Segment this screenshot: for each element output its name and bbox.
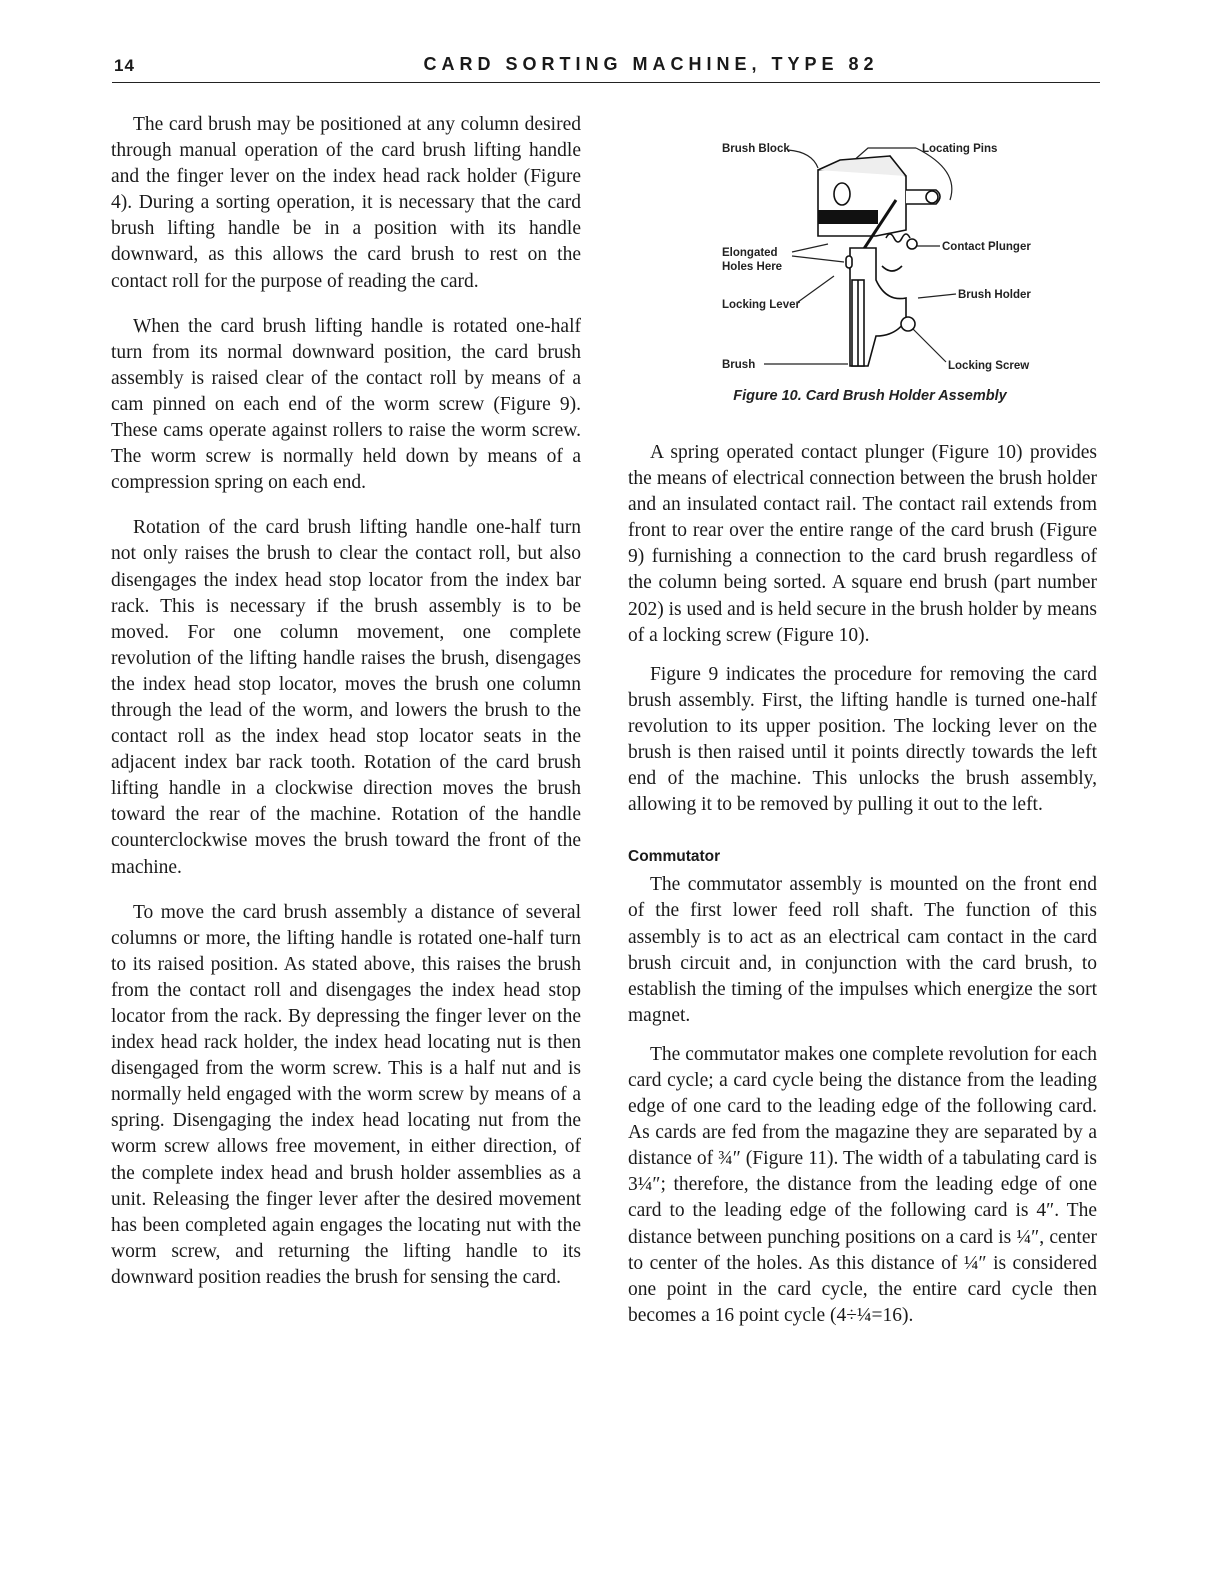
paragraph: The commutator makes one complete revolution for each card cycle; a card cycle being the distance from the leading edge of one card to the leading edge of the following card. As cards are fed from the magazine they are separated by a distance of ¾″ (Figure 11). The width of a tabulating card is 3¼″; therefore, the distance from the leading edge of one card to the leading edge of the following card is 4″. The distance between punching positions on a card is ¼″, center to center of the holes. As this distance of ¼″ is considered one point in the card cycle, the entire card cycle then becomes a 16 point cycle (4÷¼=16). [628, 1043, 1097, 1326]
paragraph: Rotation of the card brush lifting handle one-half turn not only raises the brush to clear the contact roll, but also disengages the index head stop locator from the index bar rack. This is necessary if the brush assembly is to be moved. For one column movement, one complete revolution of the lifting handle raises the brush, disengages the index head stop locator, moves the brush one column through the lead of the worm, and lowers the brush to the contact roll as the index head stop locator seats in the adjacent index bar rack tooth. Rotation of the card brush lifting handle in a clockwise direction moves the brush toward the rear of the machine. Rotation of the handle counterclockwise moves the brush toward the front of the machine. [111, 517, 581, 878]
paragraph: Figure 9 indicates the procedure for removing the card brush assembly. First, the lifting handle is turned one-half revolution to its upper position. The locking lever on the brush is then raised until it points directly towards the left end of the machine. This unlocks the brush assembly, allowing it to be removed by pulling it out to the left. [628, 663, 1097, 816]
figure-caption: Figure 10. Card Brush Holder Assembly [733, 388, 1007, 404]
figure-card-brush-holder [700, 130, 1040, 404]
leader-locking-screw [910, 326, 946, 362]
paragraph: A spring operated contact plunger (Figure 10) provides the means of electrical connection between the brush holder and an insulated contact rail. The contact rail extends from front to rear over the entire range of the card brush (Figure 9) furnishing a connection to the card brush regardless of the column being sorted. A square end brush (part number 202) is used and is held secure in the brush holder by means of a locking screw (Figure 10). [628, 442, 1097, 646]
running-title: CARD SORTING MACHINE, TYPE 82 [423, 54, 879, 74]
label-brush-block: Brush Block [722, 143, 790, 155]
label-elongated-holes-2: Holes Here [722, 261, 783, 273]
label-brush: Brush [722, 359, 756, 371]
label-locking-screw: Locking Screw [948, 360, 1030, 372]
label-locking-lever: Locking Lever [722, 299, 800, 311]
right-column [628, 440, 1097, 1342]
label-elongated-holes-1: Elongated [722, 247, 778, 259]
locking-screw-shape [901, 317, 915, 331]
paragraph: The commutator assembly is mounted on the front end of the first lower feed roll shaft. The function of this assembly is to act as an electrical cam contact in the card brush circuit and, in conjunction with the card brush, to establish the timing of the impulses which energize the sort magnet. [628, 874, 1097, 1026]
leader-brush-block [788, 150, 818, 168]
brush-block-hole [834, 183, 850, 205]
left-column [111, 112, 581, 1310]
leader-locking-lever [798, 276, 834, 302]
page-number: 14 [114, 56, 135, 75]
label-locating-pins: Locating Pins [922, 143, 998, 155]
paragraph: When the card brush lifting handle is rotated one-half turn from its normal downward position, the card brush assembly is raised clear of the contact roll by means of a cam pinned on each end of the worm screw (Figure 9). These cams operate against rollers to raise the worm screw. The worm screw is normally held down by means of a compression spring on each end. [111, 315, 581, 494]
paragraph: To move the card brush assembly a distance of several columns or more, the lifting handle is rotated one-half turn to its raised position. As stated above, this raises the brush from the contact roll and disengages the index head stop locator from the rack. By depressing the finger lever on the index head rack holder, the index head locating nut is then disengaged from the worm screw. This is a half nut and is normally held engaged with the worm screw by means of a spring. Disengaging the index head locating nut from the worm screw allows free movement, in either direction, of the complete index head and brush holder assemblies as a unit. Releasing the finger lever after the desired movement has been completed again engages the locating nut with the worm screw, and returning the lifting handle to its downward position readies the brush for sensing the card. [111, 901, 581, 1288]
leader-elongated-2 [792, 256, 844, 262]
label-brush-holder: Brush Holder [958, 289, 1031, 301]
section-heading-commutator: Commutator [628, 848, 721, 866]
label-contact-plunger: Contact Plunger [942, 241, 1031, 253]
page-header [112, 52, 1100, 83]
leader-brush-holder [918, 294, 956, 298]
paragraph: The card brush may be positioned at any column desired through manual operation of the card brush lifting handle and the finger lever on the index head rack holder (Figure 4). During a sorting operation, it is necessary that the card brush lifting handle be in a position with its handle downward, as this allows the card brush to rest on the contact roll for the purpose of reading the card. [111, 114, 581, 292]
contact-plunger-spring [886, 234, 910, 242]
black-band [818, 210, 878, 224]
leader-elongated [792, 244, 828, 252]
